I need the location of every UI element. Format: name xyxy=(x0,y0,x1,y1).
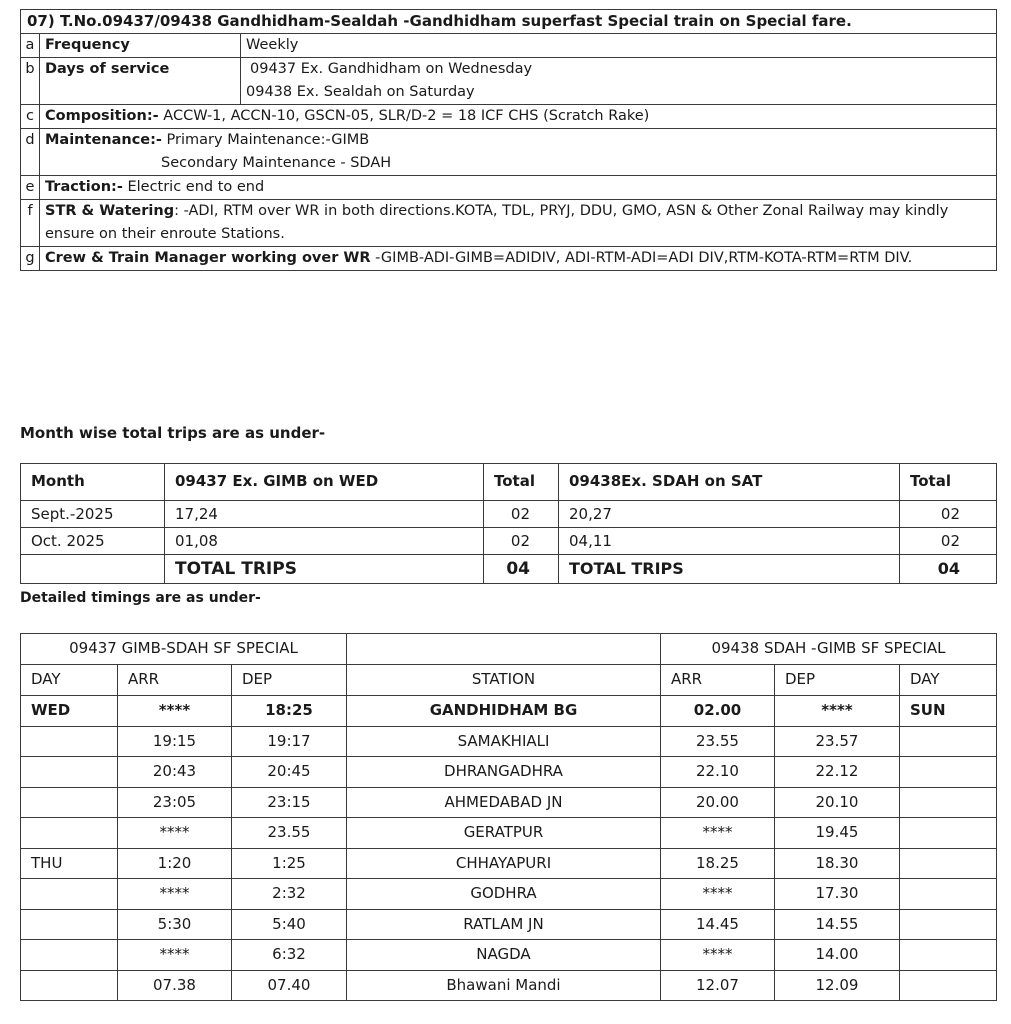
total-down-cell: 02 xyxy=(900,528,997,555)
traction-value: Electric end to end xyxy=(122,179,265,195)
total-up-cell: 02 xyxy=(484,501,559,528)
timing-row xyxy=(21,970,997,1001)
row-letter: g xyxy=(21,247,40,271)
dates-up-cell: 17,24 xyxy=(165,501,484,528)
dep-up-cell: 19:17 xyxy=(232,726,347,757)
arr-up-cell: 23:05 xyxy=(118,787,232,818)
dates-down-cell: 20,27 xyxy=(559,501,900,528)
dep-down-cell: 19.45 xyxy=(775,818,900,849)
crew-label: Crew & Train Manager working over WR xyxy=(45,250,371,266)
day-up-cell xyxy=(21,970,118,1001)
timing-row xyxy=(21,818,997,849)
row-letter: a xyxy=(21,34,40,58)
day-up-cell xyxy=(21,909,118,940)
arr-up-cell: 1:20 xyxy=(118,848,232,879)
row-letter: c xyxy=(21,105,40,129)
maintenance-secondary: Secondary Maintenance - SDAH xyxy=(161,155,392,171)
info-row-str-watering xyxy=(21,200,997,247)
header-09437: 09437 Ex. GIMB on WED xyxy=(165,464,484,501)
day-up-cell xyxy=(21,818,118,849)
station-cell: SAMAKHIALI xyxy=(347,726,661,757)
dates-down-cell: 04,11 xyxy=(559,528,900,555)
timing-header-row xyxy=(21,665,997,696)
dep-down-cell: 18.30 xyxy=(775,848,900,879)
empty-cell xyxy=(21,555,165,584)
day-up-cell xyxy=(21,757,118,788)
timings-table xyxy=(20,633,997,1001)
dep-up-cell: 5:40 xyxy=(232,909,347,940)
frequency-value: Weekly xyxy=(241,34,997,58)
header-dep-down: DEP xyxy=(775,665,900,696)
header-arr-up: ARR xyxy=(118,665,232,696)
station-cell: GODHRA xyxy=(347,879,661,910)
row-letter: d xyxy=(21,129,40,176)
header-day-down: DAY xyxy=(900,665,997,696)
month-cell: Sept.-2025 xyxy=(21,501,165,528)
header-dep-up: DEP xyxy=(232,665,347,696)
arr-up-cell: 20:43 xyxy=(118,757,232,788)
day-down-cell xyxy=(900,848,997,879)
header-total-down: Total xyxy=(900,464,997,501)
days-of-service-value xyxy=(241,58,997,105)
timing-row xyxy=(21,909,997,940)
composition-cell xyxy=(40,105,997,129)
dep-up-cell: 07.40 xyxy=(232,970,347,1001)
row-letter: f xyxy=(21,200,40,247)
day-down-cell xyxy=(900,757,997,788)
total-down-cell: 02 xyxy=(900,501,997,528)
days-line-09437: 09437 Ex. Gandhidham on Wednesday xyxy=(250,61,533,77)
arr-down-cell: **** xyxy=(661,879,775,910)
dep-up-cell: 18:25 xyxy=(232,696,347,727)
station-cell: DHRANGADHRA xyxy=(347,757,661,788)
frequency-label: Frequency xyxy=(40,34,241,58)
dep-down-cell: 23.57 xyxy=(775,726,900,757)
arr-down-cell: **** xyxy=(661,818,775,849)
dep-up-cell: 1:25 xyxy=(232,848,347,879)
station-cell: AHMEDABAD JN xyxy=(347,787,661,818)
down-train-title: 09438 SDAH -GIMB SF SPECIAL xyxy=(661,634,997,665)
info-row-frequency xyxy=(21,34,997,58)
dep-up-cell: 23.55 xyxy=(232,818,347,849)
blank-title-cell xyxy=(347,634,661,665)
arr-up-cell: **** xyxy=(118,696,232,727)
crew-cell xyxy=(40,247,997,271)
header-day-up: DAY xyxy=(21,665,118,696)
timing-row xyxy=(21,696,997,727)
dep-up-cell: 2:32 xyxy=(232,879,347,910)
dep-down-cell: 14.00 xyxy=(775,940,900,971)
day-up-cell xyxy=(21,787,118,818)
str-watering-label: STR & Watering xyxy=(45,203,175,219)
day-down-cell xyxy=(900,909,997,940)
month-row xyxy=(21,501,997,528)
total-trips-label-down: TOTAL TRIPS xyxy=(559,555,900,584)
info-row-maintenance xyxy=(21,129,997,176)
day-down-cell xyxy=(900,818,997,849)
month-table-header xyxy=(21,464,997,501)
station-cell: Bhawani Mandi xyxy=(347,970,661,1001)
day-up-cell: THU xyxy=(21,848,118,879)
str-watering-value: : -ADI, RTM over WR in both directions.KOTA, TDL, PRYJ, DDU, GMO, ASN & Other Zonal Railway may kindly ensure on their enroute Stations. xyxy=(45,203,949,242)
maintenance-cell xyxy=(40,129,997,176)
day-down-cell xyxy=(900,787,997,818)
up-train-title: 09437 GIMB-SDAH SF SPECIAL xyxy=(21,634,347,665)
header-month: Month xyxy=(21,464,165,501)
day-down-cell xyxy=(900,940,997,971)
total-trips-up: 04 xyxy=(484,555,559,584)
arr-down-cell: 18.25 xyxy=(661,848,775,879)
station-cell: NAGDA xyxy=(347,940,661,971)
month-total-row xyxy=(21,555,997,584)
day-down-cell xyxy=(900,970,997,1001)
arr-down-cell: 12.07 xyxy=(661,970,775,1001)
day-down-cell xyxy=(900,726,997,757)
composition-value: ACCW-1, ACCN-10, GSCN-05, SLR/D-2 = 18 ICF CHS (Scratch Rake) xyxy=(158,108,650,124)
day-down-cell xyxy=(900,879,997,910)
arr-down-cell: 23.55 xyxy=(661,726,775,757)
row-letter: e xyxy=(21,176,40,200)
dates-up-cell: 01,08 xyxy=(165,528,484,555)
arr-up-cell: **** xyxy=(118,940,232,971)
arr-down-cell: 14.45 xyxy=(661,909,775,940)
timing-body xyxy=(21,696,997,1001)
arr-up-cell: **** xyxy=(118,818,232,849)
day-up-cell xyxy=(21,726,118,757)
arr-up-cell: 07.38 xyxy=(118,970,232,1001)
days-of-service-label: Days of service xyxy=(40,58,241,105)
month-trips-table xyxy=(20,463,997,584)
month-cell: Oct. 2025 xyxy=(21,528,165,555)
traction-cell xyxy=(40,176,997,200)
arr-up-cell: 19:15 xyxy=(118,726,232,757)
header-total-up: Total xyxy=(484,464,559,501)
arr-down-cell: 02.00 xyxy=(661,696,775,727)
row-letter: b xyxy=(21,58,40,105)
station-cell: CHHAYAPURI xyxy=(347,848,661,879)
station-cell: RATLAM JN xyxy=(347,909,661,940)
maintenance-primary: Primary Maintenance:-GIMB xyxy=(161,132,370,148)
timing-row xyxy=(21,848,997,879)
info-row-days-of-service xyxy=(21,58,997,105)
arr-down-cell: 20.00 xyxy=(661,787,775,818)
dep-down-cell: 14.55 xyxy=(775,909,900,940)
traction-label: Traction:- xyxy=(45,179,123,195)
dep-down-cell: 17.30 xyxy=(775,879,900,910)
total-trips-down: 04 xyxy=(900,555,997,584)
info-row-composition xyxy=(21,105,997,129)
station-cell: GERATPUR xyxy=(347,818,661,849)
crew-value: -GIMB-ADI-GIMB=ADIDIV, ADI-RTM-ADI=ADI DIV,RTM-KOTA-RTM=RTM DIV. xyxy=(370,250,913,266)
dep-down-cell: 12.09 xyxy=(775,970,900,1001)
arr-up-cell: **** xyxy=(118,879,232,910)
station-cell: GANDHIDHAM BG xyxy=(347,696,661,727)
info-row-crew xyxy=(21,247,997,271)
timing-title-row xyxy=(21,634,997,665)
timing-row xyxy=(21,879,997,910)
dep-down-cell: **** xyxy=(775,696,900,727)
total-trips-label-up: TOTAL TRIPS xyxy=(165,555,484,584)
month-row xyxy=(21,528,997,555)
dep-down-cell: 22.12 xyxy=(775,757,900,788)
dep-down-cell: 20.10 xyxy=(775,787,900,818)
day-up-cell: WED xyxy=(21,696,118,727)
str-watering-cell xyxy=(40,200,997,247)
dep-up-cell: 20:45 xyxy=(232,757,347,788)
header-station: STATION xyxy=(347,665,661,696)
timing-row xyxy=(21,940,997,971)
info-title-row xyxy=(21,10,997,34)
timing-row xyxy=(21,787,997,818)
dep-up-cell: 23:15 xyxy=(232,787,347,818)
arr-down-cell: **** xyxy=(661,940,775,971)
train-title: 07) T.No.09437/09438 Gandhidham-Sealdah -Gandhidham superfast Special train on Special fare. xyxy=(21,10,997,34)
month-wise-heading: Month wise total trips are as under- xyxy=(20,424,326,442)
arr-down-cell: 22.10 xyxy=(661,757,775,788)
timing-row xyxy=(21,757,997,788)
day-down-cell: SUN xyxy=(900,696,997,727)
info-row-traction xyxy=(21,176,997,200)
day-up-cell xyxy=(21,940,118,971)
header-arr-down: ARR xyxy=(661,665,775,696)
day-up-cell xyxy=(21,879,118,910)
train-info-table xyxy=(20,9,997,271)
maintenance-label: Maintenance:- xyxy=(45,132,162,148)
dep-up-cell: 6:32 xyxy=(232,940,347,971)
header-09438: 09438Ex. SDAH on SAT xyxy=(559,464,900,501)
composition-label: Composition:- xyxy=(45,108,159,124)
arr-up-cell: 5:30 xyxy=(118,909,232,940)
timing-row xyxy=(21,726,997,757)
detailed-timings-heading: Detailed timings are as under- xyxy=(20,590,261,606)
total-up-cell: 02 xyxy=(484,528,559,555)
days-line-09438: 09438 Ex. Sealdah on Saturday xyxy=(246,84,475,100)
